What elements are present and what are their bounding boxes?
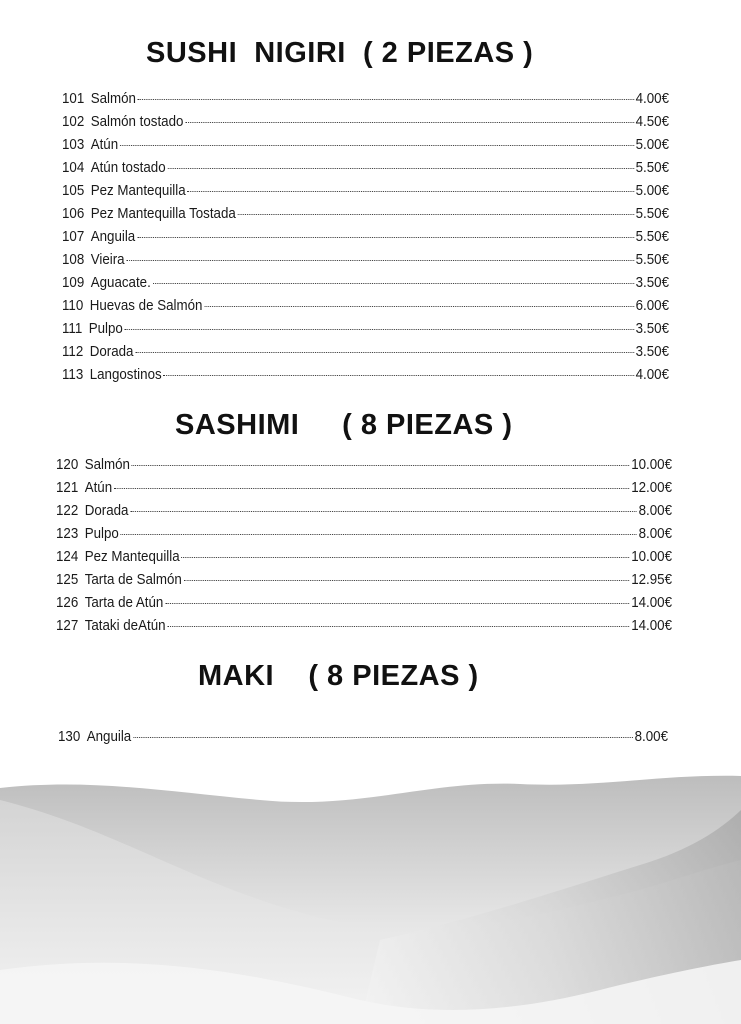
- item-name: Tarta de Atún: [84, 595, 164, 611]
- item-name: Langostinos: [89, 367, 162, 383]
- item-number: 124: [56, 549, 79, 565]
- dot-leader: [184, 580, 630, 581]
- item-price: 5.00€: [635, 137, 670, 153]
- item-name: Aguacate.: [90, 275, 151, 291]
- item-price: 4.50€: [635, 114, 670, 130]
- menu-item: [62, 318, 669, 341]
- item-price: 8.00€: [634, 729, 669, 745]
- item-price: 3.50€: [635, 344, 670, 360]
- item-number: 113: [62, 367, 84, 383]
- item-price: 8.00€: [638, 526, 673, 542]
- item-price: 5.50€: [635, 206, 670, 222]
- menu-list-sashimi: [56, 454, 672, 638]
- item-name: Tarta de Salmón: [84, 572, 182, 588]
- menu-item: [56, 454, 672, 477]
- section-title-sushi-nigiri: SUSHI NIGIRI ( 2 PIEZAS ): [146, 37, 534, 69]
- item-number: 105: [62, 183, 85, 199]
- item-name: Salmón: [90, 91, 136, 107]
- item-number: 125: [56, 572, 79, 588]
- dot-leader: [132, 465, 630, 466]
- item-price: 3.50€: [635, 321, 670, 337]
- dot-leader: [114, 488, 629, 489]
- item-price: 5.50€: [635, 252, 670, 268]
- menu-item: [62, 364, 669, 387]
- menu-item: [62, 88, 669, 111]
- menu-item: [56, 592, 672, 615]
- item-number: 122: [56, 503, 79, 519]
- item-price: 5.50€: [635, 229, 670, 245]
- dot-leader: [121, 534, 637, 535]
- item-number: 110: [62, 298, 84, 314]
- menu-item: [62, 341, 669, 364]
- item-name: Salmón: [84, 457, 130, 473]
- item-name: Dorada: [84, 503, 129, 519]
- dot-leader: [138, 99, 634, 100]
- dot-leader: [165, 603, 629, 604]
- dot-leader: [185, 122, 634, 123]
- dot-leader: [125, 329, 634, 330]
- item-name: Pez Mantequilla: [90, 183, 186, 199]
- dot-leader: [137, 237, 634, 238]
- item-price: 4.00€: [635, 91, 670, 107]
- section-title-maki: MAKI ( 8 PIEZAS ): [198, 660, 479, 692]
- menu-item: [56, 477, 672, 500]
- dot-leader: [181, 557, 629, 558]
- dot-leader: [187, 191, 633, 192]
- item-name: Tataki deAtún: [84, 618, 166, 634]
- item-number: 127: [56, 618, 79, 634]
- menu-item: [56, 546, 672, 569]
- dot-leader: [126, 260, 633, 261]
- dot-leader: [135, 352, 633, 353]
- item-number: 126: [56, 595, 79, 611]
- item-price: 3.50€: [635, 275, 670, 291]
- item-price: 6.00€: [635, 298, 670, 314]
- dot-leader: [238, 214, 634, 215]
- dot-leader: [153, 283, 634, 284]
- item-number: 101: [62, 91, 85, 107]
- item-number: 121: [56, 480, 79, 496]
- dot-leader: [167, 626, 629, 627]
- item-name: Pulpo: [88, 321, 123, 337]
- item-number: 123: [56, 526, 79, 542]
- menu-list-maki: [58, 726, 668, 749]
- dot-leader: [130, 511, 636, 512]
- menu-item: [58, 726, 668, 749]
- item-price: 12.95€: [631, 572, 673, 588]
- dot-leader: [120, 145, 634, 146]
- section-title-sashimi: SASHIMI ( 8 PIEZAS ): [175, 409, 513, 441]
- menu-item: [56, 615, 672, 638]
- item-name: Huevas de Salmón: [89, 298, 203, 314]
- item-number: 120: [56, 457, 79, 473]
- item-price: 5.50€: [635, 160, 670, 176]
- item-name: Anguila: [86, 729, 132, 745]
- item-number: 104: [62, 160, 85, 176]
- dot-leader: [133, 737, 633, 738]
- item-price: 10.00€: [631, 549, 673, 565]
- menu-item: [62, 203, 669, 226]
- item-name: Pez Mantequilla: [84, 549, 180, 565]
- item-name: Atún: [90, 137, 119, 153]
- dot-leader: [204, 306, 634, 307]
- item-number: 102: [62, 114, 85, 130]
- item-price: 12.00€: [631, 480, 673, 496]
- menu-item: [62, 157, 669, 180]
- menu-item: [56, 569, 672, 592]
- item-price: 10.00€: [631, 457, 673, 473]
- item-price: 14.00€: [631, 595, 673, 611]
- item-name: Atún tostado: [90, 160, 166, 176]
- menu-list-sushi-nigiri: [62, 88, 669, 387]
- item-price: 8.00€: [638, 503, 673, 519]
- item-name: Anguila: [90, 229, 136, 245]
- item-number: 106: [62, 206, 85, 222]
- item-number: 109: [62, 275, 85, 291]
- item-number: 112: [62, 344, 84, 360]
- dot-leader: [167, 168, 633, 169]
- decorative-wave-background: [0, 770, 741, 1024]
- menu-item: [62, 249, 669, 272]
- item-number: 107: [62, 229, 85, 245]
- menu-item: [56, 500, 672, 523]
- item-number: 130: [58, 729, 81, 745]
- dot-leader: [164, 375, 634, 376]
- item-number: 111: [62, 321, 83, 337]
- menu-item: [62, 180, 669, 203]
- item-price: 5.00€: [635, 183, 670, 199]
- menu-item: [62, 111, 669, 134]
- item-name: Salmón tostado: [90, 114, 184, 130]
- item-name: Pulpo: [84, 526, 119, 542]
- menu-item: [62, 226, 669, 249]
- item-price: 4.00€: [635, 367, 670, 383]
- item-name: Vieira: [90, 252, 125, 268]
- item-name: Atún: [84, 480, 113, 496]
- menu-item: [62, 272, 669, 295]
- item-name: Dorada: [89, 344, 134, 360]
- menu-item: [62, 134, 669, 157]
- menu-item: [56, 523, 672, 546]
- item-price: 14.00€: [631, 618, 673, 634]
- item-number: 103: [62, 137, 85, 153]
- menu-item: [62, 295, 669, 318]
- item-name: Pez Mantequilla Tostada: [90, 206, 236, 222]
- item-number: 108: [62, 252, 85, 268]
